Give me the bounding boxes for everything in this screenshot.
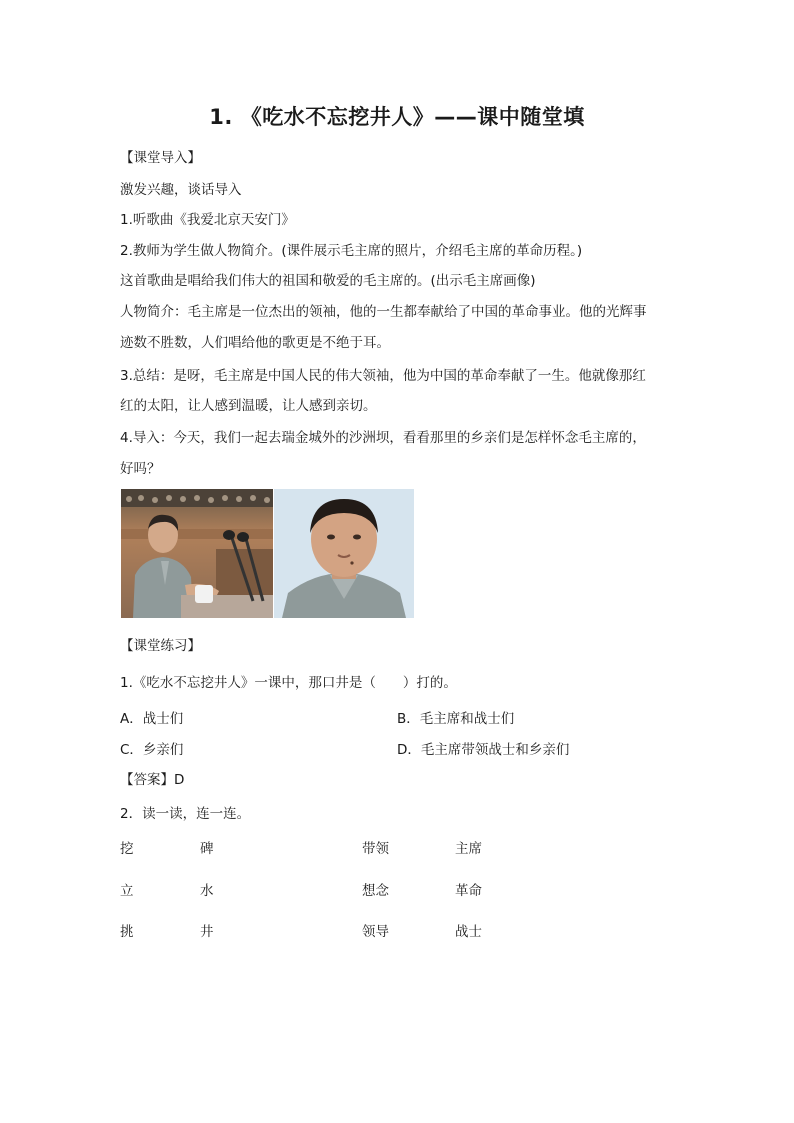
match-cell: 带领: [362, 841, 389, 857]
option-c: C．乡亲们: [120, 742, 184, 758]
match-cell: 挖: [120, 841, 134, 857]
photo-row: [121, 489, 414, 618]
match-cell: 想念: [362, 883, 389, 899]
match-cell: 立: [120, 883, 134, 899]
match-cell: 井: [200, 924, 214, 940]
speech-photo-image: [121, 489, 273, 618]
match-cell: 主席: [455, 841, 482, 857]
photo-speech: [121, 489, 273, 618]
option-a: A．战士们: [120, 711, 184, 727]
intro-line: 迹数不胜数，人们唱给他的歌更是不绝于耳。: [120, 335, 390, 351]
match-cell: 领导: [362, 924, 389, 940]
option-b: B．毛主席和战士们: [397, 711, 515, 727]
intro-line: 4.导入：今天，我们一起去瑞金城外的沙洲坝，看看那里的乡亲们是怎样怀念毛主席的，: [120, 430, 646, 446]
answer-line: 【答案】D: [120, 772, 185, 788]
match-cell: 革命: [455, 883, 482, 899]
intro-line: 激发兴趣，谈话导入: [120, 182, 242, 198]
intro-line: 3.总结：是呀，毛主席是中国人民的伟大领袖，他为中国的革命奉献了一生。他就像那红: [120, 368, 646, 384]
section-heading-intro: 【课堂导入】: [120, 150, 201, 166]
intro-line: 2.教师为学生做人物简介。(课件展示毛主席的照片，介绍毛主席的革命历程。): [120, 243, 583, 259]
match-cell: 碑: [200, 841, 214, 857]
match-cell: 战士: [455, 924, 482, 940]
question-2: 2．读一读，连一连。: [120, 806, 251, 822]
intro-line: 好吗？: [120, 461, 161, 477]
intro-line: 1.听歌曲《我爱北京天安门》: [120, 212, 295, 228]
photo-portrait: [274, 489, 414, 618]
match-cell: 水: [200, 883, 214, 899]
section-heading-practice: 【课堂练习】: [120, 638, 201, 654]
question-1: 1.《吃水不忘挖井人》一课中，那口井是（ ）打的。: [120, 675, 457, 691]
portrait-photo-image: [274, 489, 414, 618]
match-cell: 挑: [120, 924, 134, 940]
intro-line: 红的太阳，让人感到温暖，让人感到亲切。: [120, 398, 377, 414]
option-d: D．毛主席带领战士和乡亲们: [397, 742, 570, 758]
page-title: 1. 《吃水不忘挖井人》——课中随堂填: [209, 105, 585, 129]
intro-line: 这首歌曲是唱给我们伟大的祖国和敬爱的毛主席的。(出示毛主席画像): [120, 273, 536, 289]
intro-line: 人物简介：毛主席是一位杰出的领袖，他的一生都奉献给了中国的革命事业。他的光辉事: [120, 304, 647, 320]
